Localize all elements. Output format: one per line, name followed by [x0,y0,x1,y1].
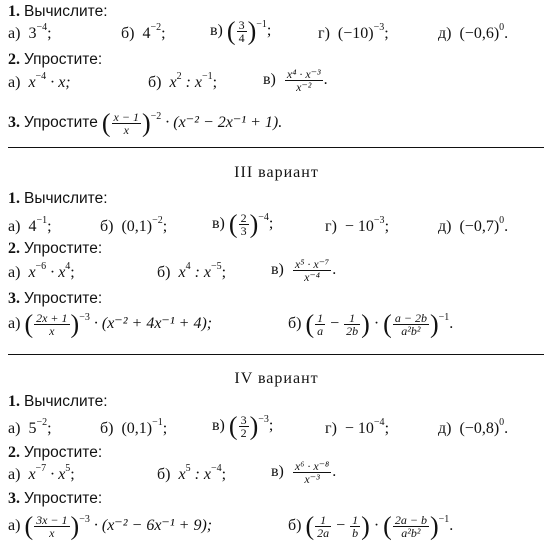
item-a: а) $5^{-2}$; [8,416,52,437]
simplify-c: в) $\frac{\text{x⁶ · x⁻⁸}}{\text{x⁻³}}$ . [271,459,337,486]
simplify-b: б) $x^2$ : $x^{-1}$; [148,70,218,91]
item-a: а) $4^{-1}$; [8,214,52,235]
task-3: 3. Упростите ( $\frac{x - 1}{x}$ )$^{-2}$ · (x⁻² − 2x⁻¹ + 1). [8,108,283,138]
item-c: в) ( $\frac{3}{2}$ )$^{-3}$; [212,411,274,441]
item-d: д) $(-0,7)^0$. [438,214,509,235]
item-g: г) $(-10)^{-3}$; [318,21,389,42]
item-d: д) $(-0,8)^0$. [438,416,509,437]
task-1-heading: 1. Вычислите: [8,190,108,207]
task-3-b: б) ( $\frac{1}{a}$ − $\frac{1}{2b}$ ) · ( $\frac{a - 2b}{\text{a²b²}}$ )$^{-1}$. [288,309,454,339]
simplify-a: а) $x^{-7} \cdot x^5$; [8,462,75,483]
simplify-c: в) $\frac{\text{x⁴ · x⁻³}}{\text{x⁻²}}$ . [263,67,328,94]
task-1-heading: 1. Вычислите: [8,393,108,410]
variant-3-title: III вариант [234,164,319,181]
item-b: б) $(0,1)^{-2}$; [100,214,168,235]
variant-4-title: IV вариант [234,370,319,387]
item-d: д) $(-0,6)^0$. [438,21,509,42]
item-c: в) ( $\frac{3}{4}$ )$^{-1}$; [210,16,272,46]
task-2-heading: 2. Упростите: [8,240,103,257]
task-2-heading: 2. Упростите: [8,444,103,461]
simplify-b: б) $x^4$ : $x^{-5}$; [157,260,227,281]
item-c: в) ( $\frac{2}{3}$ )$^{-4}$; [212,209,274,239]
simplify-c: в) $\frac{\text{x⁵ · x⁻⁷}}{\text{x⁻⁴}}$ . [271,257,337,284]
task-1-heading: 1. Вычислите: [8,3,108,20]
item-b: б) $(0,1)^{-1}$; [100,416,168,437]
item-a: а) $3^{-4}$; [8,21,52,42]
task-3-b: б) ( $\frac{1}{2a}$ − $\frac{1}{b}$ ) · ( $\frac{2a - b}{\text{a²b²}}$ )$^{-1}$. [288,511,454,541]
divider-1 [8,147,544,148]
task-3-a: а) ( $\frac{3x - 1}{x}$ )$^{-3}$ · (x⁻² − 6x⁻¹ + 9); [8,511,213,541]
simplify-b: б) $x^5$ : $x^{-4}$; [157,462,227,483]
task-2-heading: 2. Упростите: [8,51,103,68]
task-3-heading: 3. Упростите: [8,290,103,307]
item-g: $г) - 10^{-3}$; [325,214,390,235]
simplify-a: а) $x^{-6} \cdot x^4$; [8,260,75,281]
divider-2 [8,354,544,355]
task-3-heading: 3. Упростите: [8,490,103,507]
item-b: б) $4^{-2}$; [121,21,166,42]
task-3-a: а) ( $\frac{2x + 1}{x}$ )$^{-3}$ · (x⁻² + 4x⁻¹ + 4); [8,309,213,339]
item-g: $г) - 10^{-4}$; [325,416,390,437]
simplify-a: а) $x^{-4} \cdot x$; [8,70,71,91]
